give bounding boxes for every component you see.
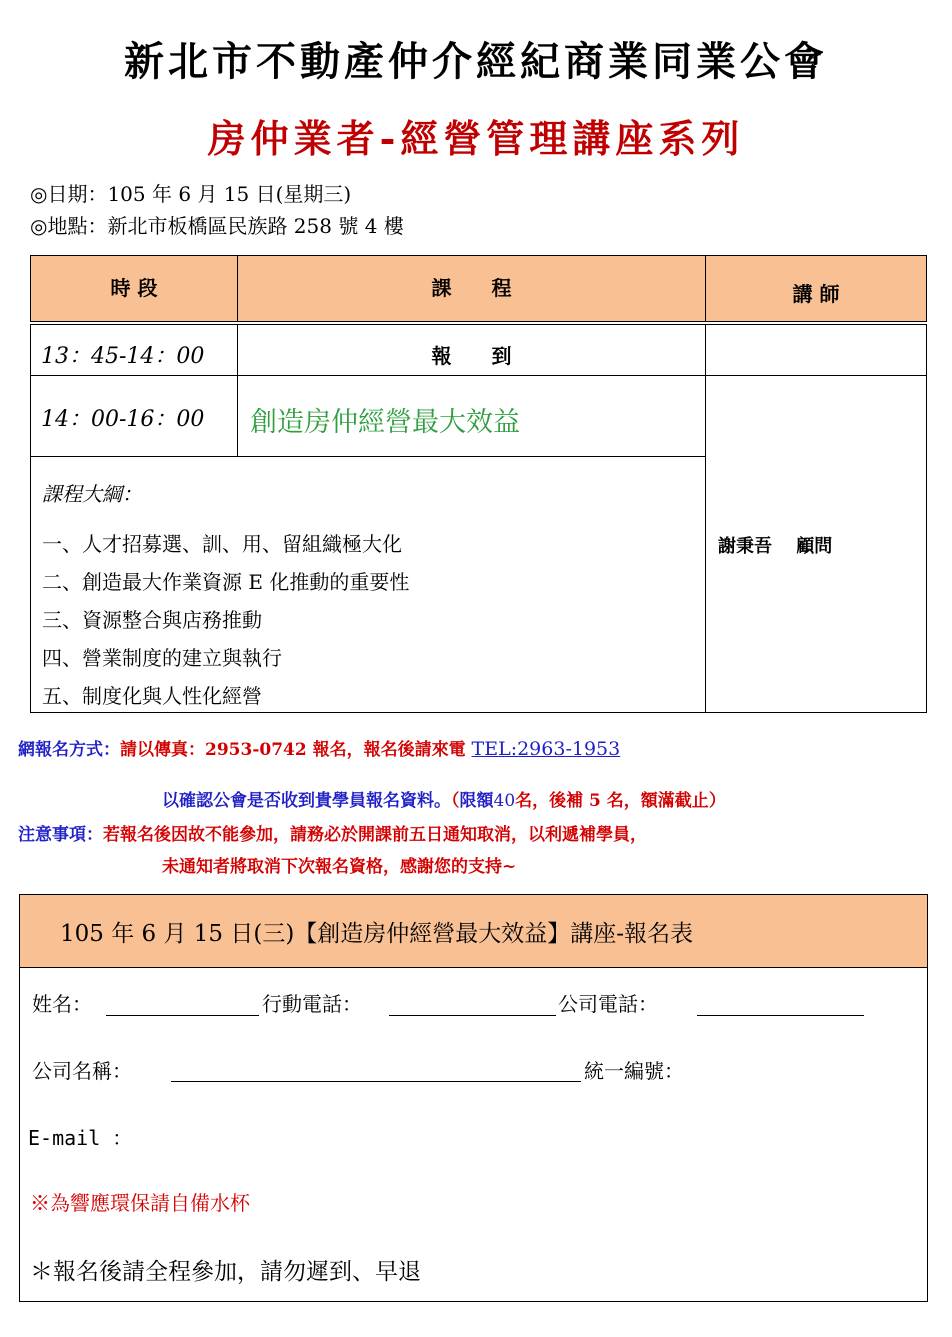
notice-label: 注意事項： <box>18 825 103 845</box>
registration-method <box>18 735 620 760</box>
mobile-label: 行動電話： <box>262 992 362 1016</box>
confirm-text: 以確認公會是否收到貴學員報名資料。 <box>162 791 451 811</box>
company-name-label: 公司名稱： <box>32 1059 132 1083</box>
row1-course: 報 到 <box>237 324 706 376</box>
outline-title: 課程大綱： <box>42 482 142 506</box>
registration-text: 請以傳真：2953-0742 報名，報名後請來電 <box>120 740 466 760</box>
quota-close: ） <box>708 791 726 811</box>
email-label: E-mail ： <box>28 1126 133 1150</box>
name-label: 姓名： <box>32 992 92 1016</box>
row2-course: 創造房仲經營最大效益 <box>237 375 706 457</box>
header-time: 時 段 <box>30 255 238 322</box>
eco-note: ※為響應環保請自備水杯 <box>30 1191 250 1215</box>
row1-teacher-cell <box>705 324 927 376</box>
company-phone-label: 公司電話： <box>558 992 658 1016</box>
attendance-note: ＊報名後請全程參加，請勿遲到、早退 <box>30 1259 421 1285</box>
quota-number: 40 <box>493 791 516 811</box>
form-title: 105 年 6 月 15 日(三)【創造房仲經營最大效益】講座-報名表 <box>20 895 927 968</box>
company-name-field[interactable] <box>171 1081 581 1082</box>
series-title: 房仲業者-經營管理講座系列 <box>207 116 745 161</box>
header-course: 課 程 <box>237 255 706 322</box>
quota-text: 名，後補 5 名，額滿截止 <box>515 791 709 811</box>
teacher-name: 謝秉吾 顧問 <box>705 375 927 713</box>
tax-id-label: 統一編號： <box>584 1059 684 1083</box>
outline-item: 四、營業制度的建立與執行 <box>42 646 282 670</box>
notice-line <box>18 820 647 845</box>
mobile-field[interactable] <box>389 1015 556 1016</box>
event-date: ◎日期：105 年 6 月 15 日(星期三) <box>30 182 352 206</box>
notice-text: 若報名後因故不能參加，請務必於開課前五日通知取消，以利遞補學員， <box>103 825 647 845</box>
outline-item: 二、創造最大作業資源 E 化推動的重要性 <box>42 570 410 594</box>
row1-time: 13：45-14：00 <box>30 324 238 376</box>
event-place: ◎地點：新北市板橋區民族路 258 號 4 樓 <box>30 214 404 238</box>
name-field[interactable] <box>106 1015 259 1016</box>
notice-text-2: 未通知者將取消下次報名資格，感謝您的支持~ <box>162 857 517 877</box>
outline-item: 三、資源整合與店務推動 <box>42 608 262 632</box>
row2-time: 14：00-16：00 <box>30 375 238 457</box>
outline-item: 五、制度化與人性化經營 <box>42 684 262 708</box>
registration-label: 網報名方式： <box>18 740 120 760</box>
tel-link[interactable]: TEL:2963-1953 <box>471 738 621 760</box>
company-phone-field[interactable] <box>697 1015 864 1016</box>
org-title: 新北市不動產仲介經紀商業同業公會 <box>124 38 828 85</box>
header-teacher: 講 師 <box>705 255 927 322</box>
quota-open: （ <box>451 791 460 811</box>
quota-prefix: 限額 <box>459 791 494 811</box>
outline-item: 一、人才招募選、訓、用、留組織極大化 <box>42 532 402 556</box>
confirm-line <box>162 786 726 811</box>
